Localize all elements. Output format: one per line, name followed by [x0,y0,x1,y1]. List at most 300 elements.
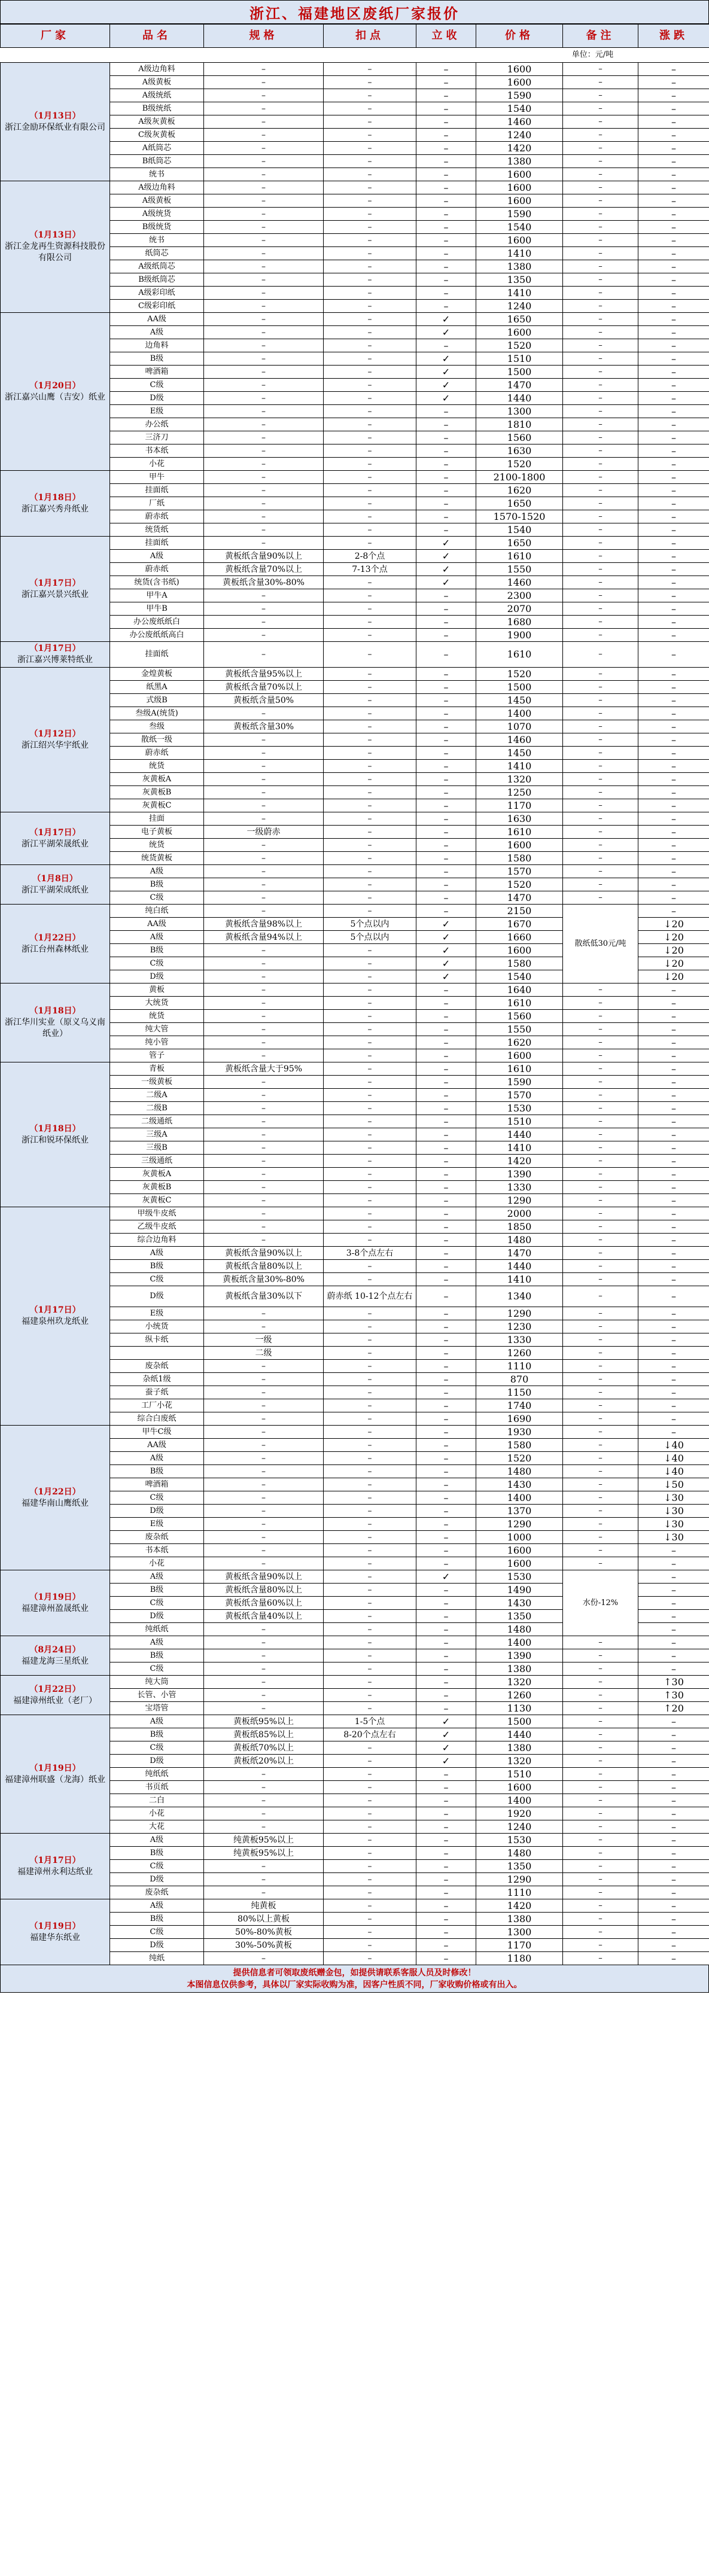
deduction-cell: – [324,1260,416,1273]
grade-cell: 大统货 [110,997,204,1010]
change-cell: – [638,1360,709,1373]
price-cell: 1320 [476,1676,563,1689]
spec-cell: – [204,155,324,168]
deduction-cell: – [324,1649,416,1662]
deduction-cell: – [324,1452,416,1465]
remark-cell: – [563,1820,638,1834]
price-cell: 1440 [476,1260,563,1273]
deduction-cell: – [324,102,416,115]
grade-cell: 三济刀 [110,431,204,444]
spec-cell: – [204,1452,324,1465]
deduction-cell: – [324,1333,416,1347]
spec-cell: 黄板纸20%以上 [204,1755,324,1768]
remark-cell: – [563,1360,638,1373]
collect-cell: – [416,1926,476,1939]
spec-cell: – [204,313,324,326]
deduction-cell: – [324,1636,416,1649]
deduction-cell: – [324,720,416,733]
change-cell: – [638,1373,709,1386]
deduction-cell: – [324,1913,416,1926]
deduction-cell: – [324,273,416,287]
price-cell: 1570 [476,865,563,878]
collect-cell: – [416,1168,476,1181]
deduction-cell: – [324,760,416,773]
remark-cell: – [563,616,638,629]
spec-cell: – [204,1128,324,1141]
grade-cell: 废杂纸 [110,1886,204,1899]
spec-cell: – [204,1439,324,1452]
remark-cell: – [563,510,638,523]
deduction-cell: – [324,326,416,339]
price-cell: 1490 [476,1584,563,1597]
grade-cell: D级 [110,1873,204,1886]
grade-cell: 小花 [110,1807,204,1820]
change-cell: – [638,1939,709,1952]
remark-cell: – [563,1207,638,1220]
grade-cell: C级 [110,1741,204,1755]
change-cell: – [638,1649,709,1662]
change-cell: – [638,260,709,273]
spec-cell: – [204,1194,324,1207]
spec-cell: – [204,405,324,418]
price-cell: 1530 [476,1102,563,1115]
deduction-cell: – [324,1220,416,1234]
deduction-cell: – [324,970,416,983]
collect-cell: – [416,1128,476,1141]
vendor-cell [1,313,110,471]
grade-cell: D级 [110,970,204,983]
price-cell: 1240 [476,300,563,313]
collect-cell: ✓ [416,537,476,550]
spec-cell: – [204,1689,324,1702]
price-cell: 1640 [476,983,563,997]
grade-cell: 小花 [110,1557,204,1570]
remark-cell: – [563,1913,638,1926]
price-cell: 1620 [476,484,563,497]
grade-cell: A级 [110,931,204,944]
col-header-remark: 备注 [563,25,638,48]
remark-cell: – [563,1518,638,1531]
spec-cell: – [204,642,324,668]
price-cell: 1350 [476,273,563,287]
footer-line-2: 本图信息仅供参考，具体以厂家实际收购为准，因客户性质不同，厂家收购价格或有出入。 [187,1980,522,1990]
price-cell: 1850 [476,1220,563,1234]
spec-cell: – [204,1141,324,1155]
price-cell: 1380 [476,155,563,168]
spec-cell: – [204,1636,324,1649]
spec-cell: – [204,1807,324,1820]
deduction-cell: – [324,1307,416,1320]
collect-cell: ✓ [416,326,476,339]
price-cell: 1580 [476,1439,563,1452]
price-cell: 1480 [476,1623,563,1636]
price-cell: 2300 [476,589,563,602]
vendor-cell [1,181,110,313]
remark-cell: – [563,1049,638,1062]
deduction-cell: – [324,405,416,418]
spec-cell: – [204,773,324,786]
vendor-date: （1月8日） [32,873,78,884]
change-cell: – [638,194,709,208]
vendor-cell [1,1570,110,1636]
price-cell: 1560 [476,431,563,444]
collect-cell: – [416,629,476,642]
change-cell: – [638,1544,709,1557]
change-cell: – [638,1794,709,1807]
grade-cell: 甲牛A [110,589,204,602]
collect-cell: ✓ [416,563,476,576]
spec-cell: 黄板纸含量90%以上 [204,1570,324,1584]
table-row [1,181,709,194]
spec-cell: – [204,1307,324,1320]
spec-cell: – [204,458,324,471]
collect-cell: – [416,1373,476,1386]
deduction-cell: – [324,773,416,786]
collect-cell: – [416,642,476,668]
spec-cell: – [204,1781,324,1794]
remark-cell: – [563,1141,638,1155]
price-cell: 1600 [476,1544,563,1557]
collect-cell: – [416,1860,476,1873]
change-cell: – [638,1623,709,1636]
price-cell: 1600 [476,234,563,247]
deduction-cell: – [324,1141,416,1155]
vendor-cell [1,865,110,905]
spec-cell: – [204,1768,324,1781]
grade-cell: 甲牛 [110,471,204,484]
change-cell: – [638,102,709,115]
deduction-cell: – [324,523,416,537]
spec-cell: – [204,1623,324,1636]
grade-cell: 黄板 [110,983,204,997]
grade-cell: A级黄板 [110,194,204,208]
collect-cell: ✓ [416,576,476,589]
deduction-cell: – [324,129,416,142]
change-cell: – [638,852,709,865]
remark-cell: – [563,589,638,602]
spec-cell: 80%以上黄板 [204,1913,324,1926]
remark-cell: – [563,799,638,812]
spec-cell: 黄板纸含量80%以上 [204,1260,324,1273]
grade-cell: 灰黄板B [110,1181,204,1194]
deduction-cell: – [324,957,416,970]
price-cell: 1460 [476,733,563,747]
unit-spacer [1,48,476,63]
change-cell: – [638,1194,709,1207]
change-cell: – [638,1386,709,1399]
remark-cell: – [563,76,638,89]
deduction-cell: – [324,392,416,405]
deduction-cell: – [324,1412,416,1426]
price-cell: 1430 [476,1597,563,1610]
change-cell: – [638,247,709,260]
vendor-date: （1月22日） [29,933,81,943]
price-cell: 1420 [476,1899,563,1913]
price-cell: 1600 [476,194,563,208]
change-cell: – [638,484,709,497]
price-cell: 1290 [476,1194,563,1207]
spec-cell: 黄板纸含量95%以上 [204,668,324,681]
spec-cell: – [204,1181,324,1194]
spec-cell: – [204,115,324,129]
change-cell: – [638,418,709,431]
col-header-deduction: 扣点 [324,25,416,48]
collect-cell: – [416,681,476,694]
grade-cell: D级 [110,1610,204,1623]
spec-cell: – [204,247,324,260]
price-cell: 1600 [476,839,563,852]
change-cell: – [638,76,709,89]
collect-cell: – [416,1360,476,1373]
remark-cell: – [563,339,638,352]
price-cell: 1250 [476,786,563,799]
collect-cell: – [416,1023,476,1036]
price-cell: 1170 [476,1939,563,1952]
collect-cell: – [416,405,476,418]
collect-cell: – [416,799,476,812]
price-cell: 1600 [476,1781,563,1794]
collect-cell: – [416,260,476,273]
deduction-cell: – [324,497,416,510]
collect-cell: ✓ [416,379,476,392]
change-cell: – [638,602,709,616]
col-header-change: 涨跌 [638,25,709,48]
price-cell: 1650 [476,313,563,326]
deduction-cell: – [324,1544,416,1557]
spec-cell: 一级蔚赤 [204,826,324,839]
collect-cell: – [416,1194,476,1207]
change-cell: – [638,839,709,852]
deduction-cell: – [324,1399,416,1412]
spec-cell: – [204,444,324,458]
remark-cell: – [563,208,638,221]
collect-cell: – [416,1768,476,1781]
remark-cell: – [563,1220,638,1234]
change-cell: – [638,668,709,681]
collect-cell: – [416,1076,476,1089]
table-row [1,63,709,76]
deduction-cell: – [324,1807,416,1820]
price-body [1,63,709,1965]
price-cell: 1460 [476,115,563,129]
spec-cell: – [204,76,324,89]
change-cell: – [638,1952,709,1965]
deduction-cell: – [324,1439,416,1452]
collect-cell: – [416,1820,476,1834]
collect-cell: – [416,1439,476,1452]
change-cell: – [638,168,709,181]
price-cell: 1300 [476,405,563,418]
price-cell: 1620 [476,1036,563,1049]
change-cell: – [638,1834,709,1847]
collect-cell: – [416,1220,476,1234]
vendor-date: （1月17日） [29,1855,81,1865]
vendor-name: 福建龙海三星纸业 [22,1656,89,1666]
grade-cell: 纸黑A [110,681,204,694]
change-cell: – [638,444,709,458]
spec-cell: – [204,1478,324,1491]
price-cell: 1610 [476,826,563,839]
price-cell: 1590 [476,89,563,102]
remark-cell: – [563,458,638,471]
price-cell: 1380 [476,1741,563,1755]
price-cell: 1550 [476,1023,563,1036]
grade-cell: 统货 [110,839,204,852]
remark-cell: – [563,497,638,510]
price-cell: 1510 [476,1768,563,1781]
change-cell: – [638,471,709,484]
grade-cell: 甲牛C级 [110,1426,204,1439]
price-cell: 1560 [476,1010,563,1023]
table-row [1,905,709,918]
collect-cell: ✓ [416,550,476,563]
deduction-cell: – [324,76,416,89]
remark-cell: – [563,694,638,707]
change-cell: – [638,366,709,379]
change-cell: – [638,115,709,129]
change-cell: ↓20 [638,918,709,931]
change-cell: – [638,1610,709,1623]
remark-cell: – [563,1794,638,1807]
remark-cell: – [563,418,638,431]
spec-cell: 黄板纸含量30%以下 [204,1286,324,1307]
change-cell: ↓20 [638,957,709,970]
remark-cell: – [563,273,638,287]
deduction-cell: 8-20个点左右 [324,1728,416,1741]
spec-cell: – [204,957,324,970]
collect-cell: – [416,1386,476,1399]
grade-cell: A级 [110,1452,204,1465]
change-cell: – [638,1584,709,1597]
collect-cell: – [416,89,476,102]
deduction-cell: – [324,1373,416,1386]
price-cell: 1430 [476,1478,563,1491]
remark-cell: – [563,115,638,129]
deduction-cell: – [324,905,416,918]
spec-cell: – [204,707,324,720]
deduction-cell: – [324,1781,416,1794]
remark-cell: – [563,181,638,194]
deduction-cell: – [324,1557,416,1570]
change-cell: – [638,826,709,839]
deduction-cell: – [324,983,416,997]
collect-cell: – [416,129,476,142]
col-header-vendor: 厂家 [1,25,110,48]
change-cell: – [638,1062,709,1076]
deduction-cell: – [324,878,416,891]
header-row [1,25,709,48]
grade-cell: 蔚赤纸 [110,747,204,760]
spec-cell: – [204,89,324,102]
remark-cell: – [563,1886,638,1899]
grade-cell: 统货 [110,1010,204,1023]
price-cell: 1170 [476,799,563,812]
grade-cell: C级 [110,891,204,905]
collect-cell: – [416,273,476,287]
price-cell: 1610 [476,997,563,1010]
vendor-date: （1月17日） [29,644,81,653]
change-cell: – [638,1168,709,1181]
price-cell: 1500 [476,366,563,379]
remark-cell: – [563,1847,638,1860]
vendor-cell [1,537,110,642]
deduction-cell: – [324,1155,416,1168]
deduction-cell: – [324,1676,416,1689]
grade-cell: 统货 [110,760,204,773]
change-cell: – [638,616,709,629]
remark-cell: – [563,1102,638,1115]
grade-cell: B纸筒芯 [110,155,204,168]
remark-cell: – [563,1320,638,1333]
grade-cell: B级 [110,1649,204,1662]
change-cell: – [638,1597,709,1610]
change-cell: – [638,339,709,352]
collect-cell: – [416,1834,476,1847]
col-header-spec: 规格 [204,25,324,48]
price-cell: 1290 [476,1873,563,1886]
remark-cell: – [563,155,638,168]
change-cell: – [638,878,709,891]
collect-cell: – [416,1478,476,1491]
price-cell: 1390 [476,1168,563,1181]
spec-cell: – [204,1794,324,1807]
grade-cell: A级 [110,1899,204,1913]
collect-cell: – [416,1412,476,1426]
change-cell: – [638,1247,709,1260]
grade-cell: B级 [110,944,204,957]
collect-cell: – [416,1662,476,1676]
deduction-cell: 蔚赤纸 10-12个点左右 [324,1286,416,1307]
price-cell: 1500 [476,681,563,694]
collect-cell: – [416,1286,476,1307]
change-cell: – [638,1399,709,1412]
remark-cell: – [563,983,638,997]
deduction-cell: – [324,747,416,760]
spec-cell: 黄板纸含量70%以上 [204,563,324,576]
remark-cell: – [563,1036,638,1049]
grade-cell: A级 [110,1570,204,1584]
price-cell: 1240 [476,1820,563,1834]
spec-cell: 黄板纸含量60%以上 [204,1597,324,1610]
deduction-cell: – [324,1273,416,1286]
remark-cell: – [563,1478,638,1491]
change-cell: – [638,155,709,168]
grade-cell: 电子黄板 [110,826,204,839]
spec-cell: 黄板纸含量50% [204,694,324,707]
spec-cell: – [204,1702,324,1715]
remark-cell: – [563,1860,638,1873]
spec-cell: – [204,1505,324,1518]
grade-cell: 边角料 [110,339,204,352]
grade-cell: 叁级 [110,720,204,733]
change-cell: – [638,497,709,510]
grade-cell: 灰黄板B [110,786,204,799]
collect-cell: – [416,510,476,523]
grade-cell: A级边角料 [110,181,204,194]
deduction-cell: – [324,642,416,668]
grade-cell: 纯白纸 [110,905,204,918]
price-cell: 1410 [476,287,563,300]
collect-cell: – [416,1426,476,1439]
collect-cell: – [416,155,476,168]
spec-cell: – [204,1010,324,1023]
collect-cell: – [416,1102,476,1115]
change-cell: – [638,1023,709,1036]
remark-cell: – [563,891,638,905]
change-cell: – [638,812,709,826]
deduction-cell: – [324,313,416,326]
spec-cell: – [204,1360,324,1373]
